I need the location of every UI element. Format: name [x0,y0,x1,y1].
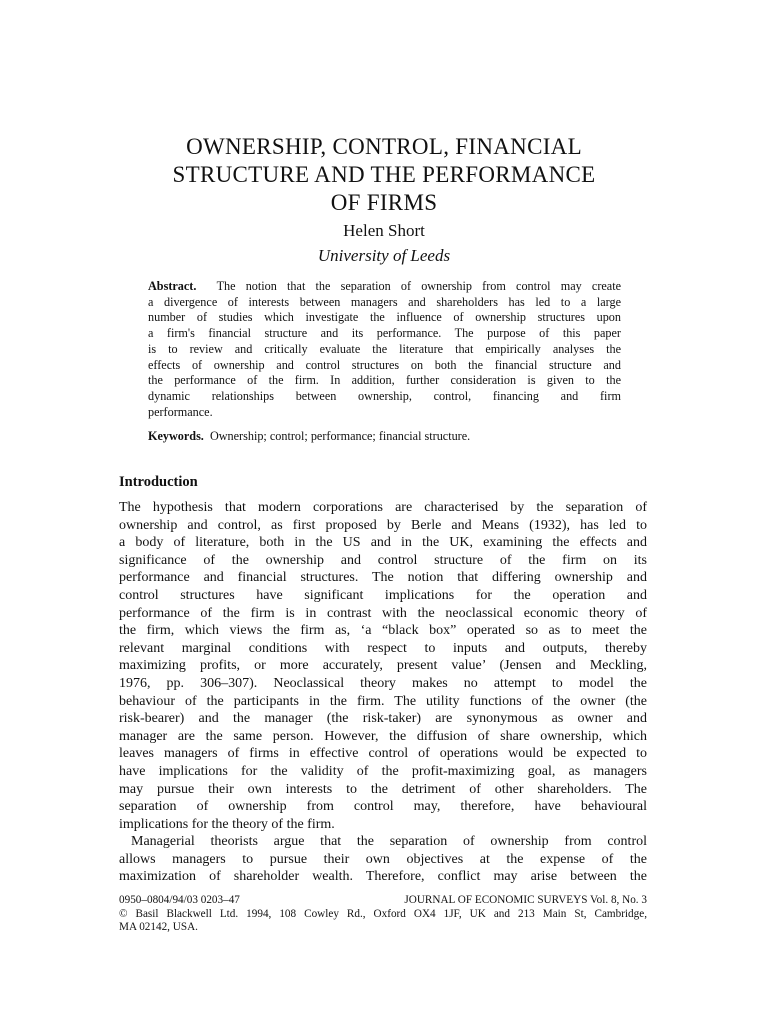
keywords-label: Keywords. [148,429,204,443]
body-line: performance of the firm is in contrast with the neoclassical economic theory of [119,605,647,621]
body-line: implications for the theory of the firm. [119,816,335,832]
body-line: The hypothesis that modern corporations are characterised by the separation of [119,500,647,515]
abstract-line: number of studies which investigate the influence of ownership structures upon [148,310,621,325]
abstract-line: performance. [148,404,213,419]
body-line: risk-bearer) and the manager (the risk-taker) are synonymous as owner and [119,711,647,727]
footer-copyright: © Basil Blackwell Ltd. 1994, 108 Cowley Rd., Oxford OX4 1JF, UK and 213 Main St, Cambridge, [119,907,647,920]
footer-code: 0950–0804/94/03 0203–47 [119,894,240,906]
title-line: STRUCTURE AND THE PERFORMANCE [172,162,596,187]
body-line: separation of ownership from control may, therefore, have behavioural [119,799,647,815]
body-line: performance and financial structures. The notion that differing ownership and [119,570,647,586]
body-line: have implications for the validity of the profit-maximizing goal, as managers [119,763,647,779]
abstract-line: effects of ownership and control structures on both the financial structure and [148,357,621,372]
body-text [119,499,647,886]
abstract-text: The notion that the separation of ownership from control may create [216,279,622,293]
footer-journal: JOURNAL OF ECONOMIC SURVEYS Vol. 8, No. 3 [404,894,647,906]
page-footer [119,894,647,935]
paper-title [100,133,668,217]
footer-address: MA 02142, USA. [119,921,198,934]
body-line: leaves managers of firms in effective control of operations would be expected to [119,746,647,762]
abstract-line: a divergence of interests between managers and shareholders has led to a large [148,294,621,309]
author-name: Helen Short [343,221,425,240]
body-line: maximizing profits, or more accurately, present value’ (Jensen and Meckling, [119,658,647,674]
keywords-text: Ownership; control; performance; financial structure. [209,429,471,443]
abstract-line: the performance of the firm. In addition, further consideration is given to the [148,373,621,388]
abstract-label: Abstract. [148,279,197,293]
body-line: Managerial theorists argue that the separation of ownership from control [131,834,647,850]
abstract-line: is to review and critically evaluate the literature that empirically analyses the [148,341,621,356]
keywords [148,429,621,444]
abstract-line [148,279,621,295]
title-line: OWNERSHIP, CONTROL, FINANCIAL [186,134,582,159]
body-line: manager are the same person. However, the diffusion of share ownership, which [119,728,647,744]
body-line: behaviour of the participants in the firm. The utility functions of the owner (the [119,693,647,709]
footer-first-line [119,894,647,908]
title-line: OF FIRMS [330,190,438,215]
body-line: significance of the ownership and control structure of the firm on its [119,552,647,568]
abstract-line: dynamic relationships between ownership, control, financing and firm [148,388,621,403]
body-line: a body of literature, both in the US and in the UK, examining the effects and [119,535,647,551]
body-line: allows managers to pursue their own objectives at the expense of the [119,851,647,867]
body-line: relevant marginal conditions with respect to inputs and outputs, thereby [119,640,647,656]
body-line: may pursue their own interests to the detriment of other shareholders. The [119,781,647,797]
body-line: control structures have significant implications for the operation and [119,587,647,603]
body-line: maximization of shareholder wealth. Therefore, conflict may arise between the [119,869,647,885]
body-line: 1976, pp. 306–307). Neoclassical theory makes no attempt to model the [119,675,647,691]
abstract-line: a firm's financial structure and its performance. The purpose of this paper [148,326,621,341]
section-heading: Introduction [119,474,198,490]
author-affiliation: University of Leeds [317,246,451,265]
body-line: the firm, which views the firm as, ‘a “black box” operated so as to meet the [119,623,647,639]
abstract [148,279,621,420]
body-line: ownership and control, as first proposed by Berle and Means (1932), has led to [119,517,647,533]
